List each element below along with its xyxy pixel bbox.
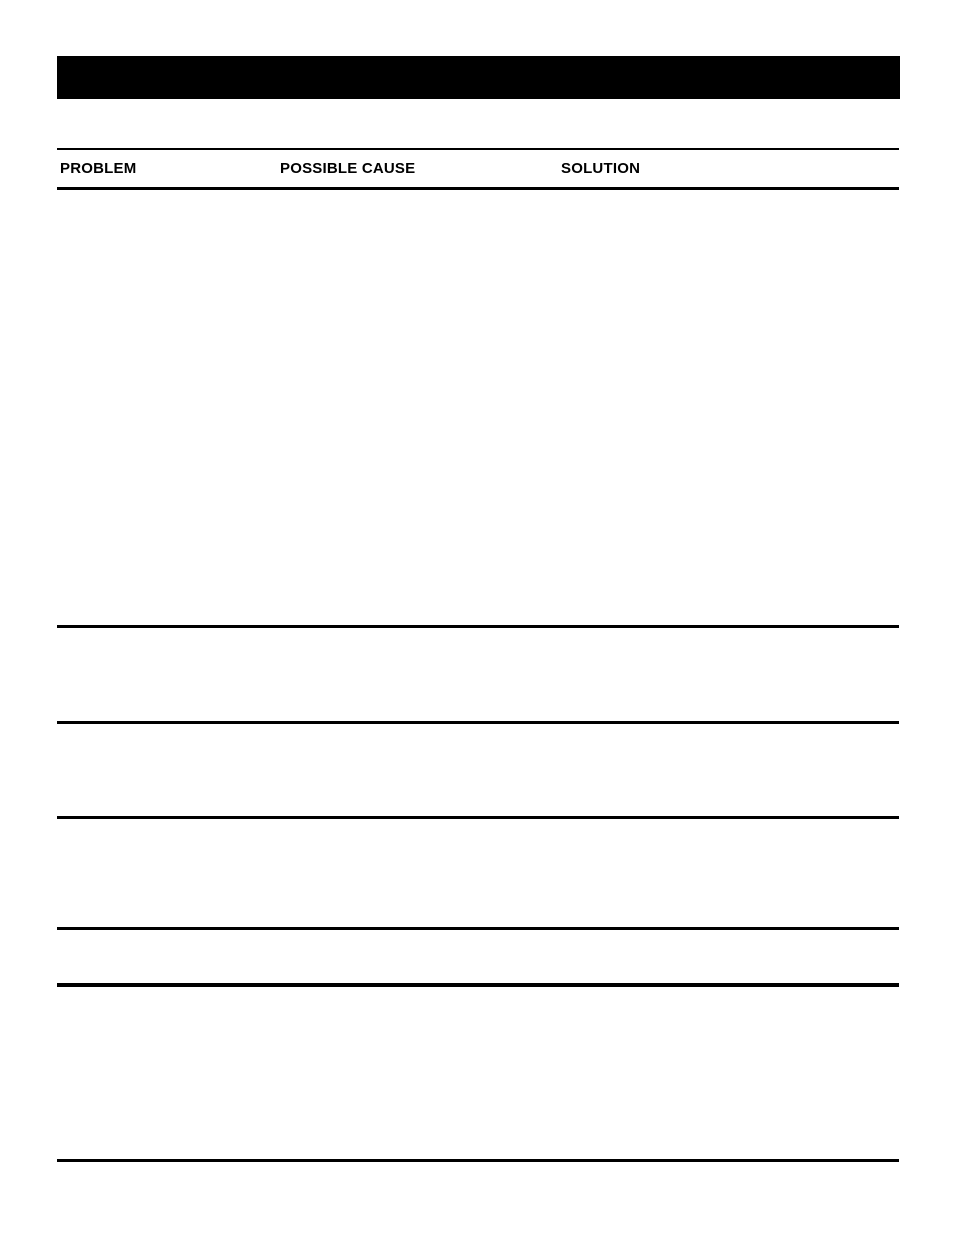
- table-row: [57, 819, 899, 927]
- column-header-possible-cause: POSSIBLE CAUSE: [280, 160, 416, 177]
- table-top-rule: [57, 148, 899, 150]
- table-row: [57, 930, 899, 983]
- column-header-problem: PROBLEM: [60, 160, 137, 177]
- column-header-solution: SOLUTION: [561, 160, 641, 177]
- section-title-bar: [57, 56, 900, 99]
- table-row: [57, 628, 899, 721]
- table-bottom-rule: [57, 1159, 899, 1162]
- table-row: [57, 987, 899, 1159]
- table-row: [57, 724, 899, 816]
- table-row: [57, 190, 899, 625]
